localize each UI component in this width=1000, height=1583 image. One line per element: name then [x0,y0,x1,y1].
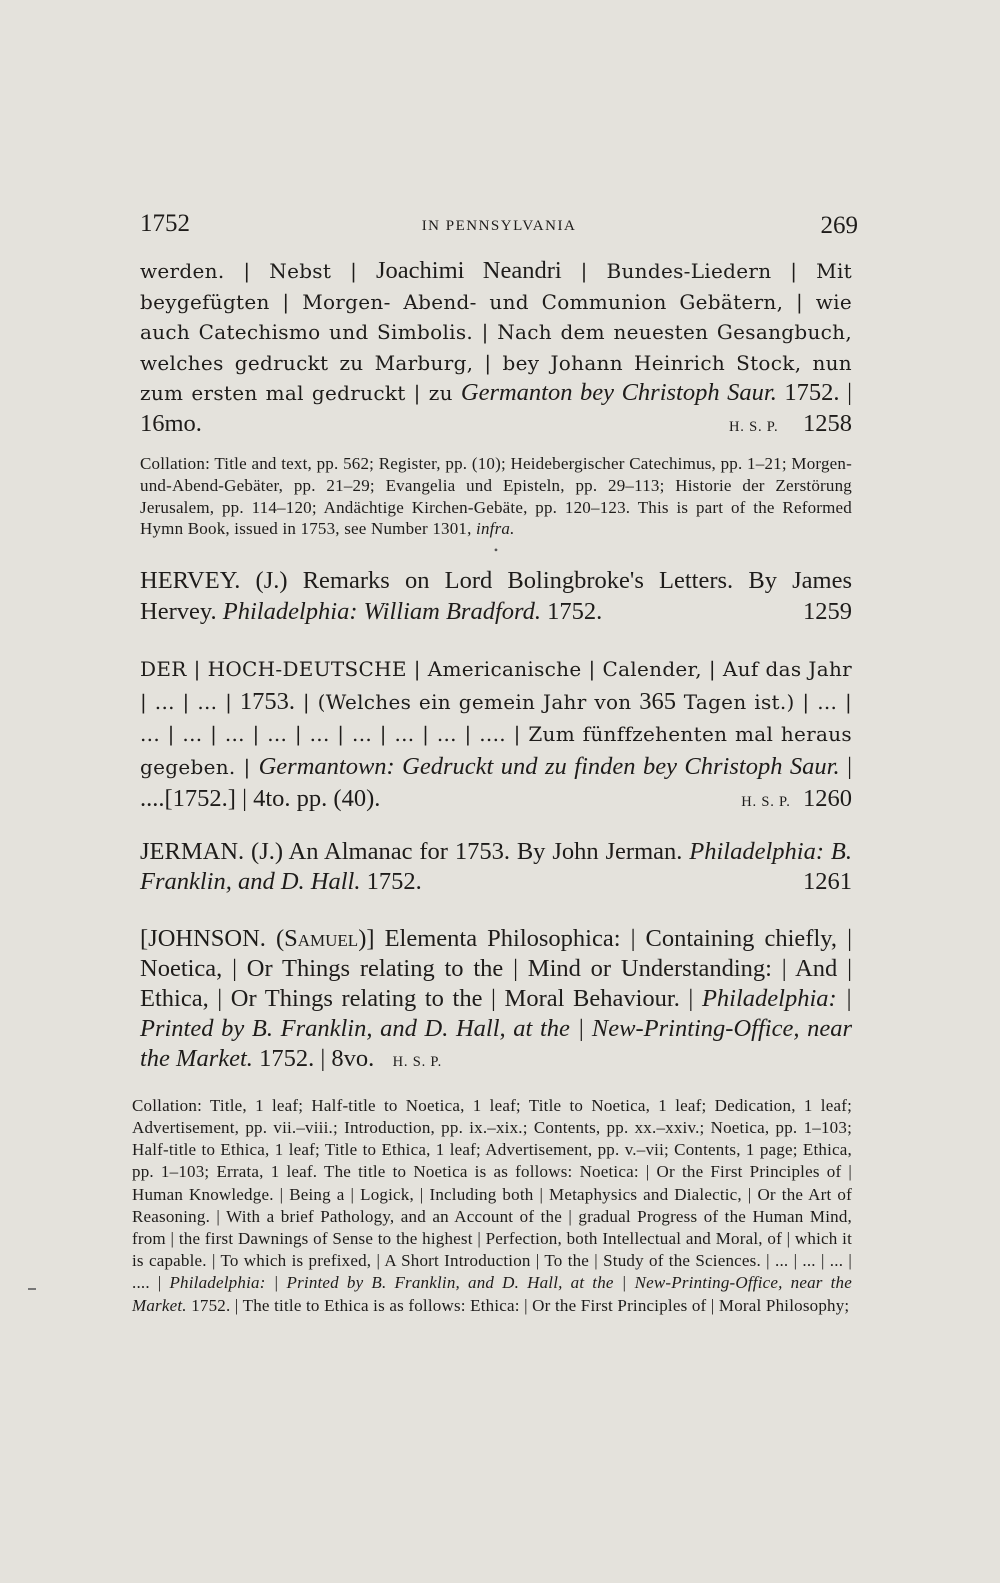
entry-1262-author-close: )] [358,924,375,952]
entry-1262-date-format: 1752. | 8vo. [252,1044,375,1072]
entry-1260-blackletter-2: | (Welches ein gemein Jahr von [295,689,640,714]
entry-1261 [140,837,852,898]
entry-1260-date-format: | ....[1752.] | 4to. pp. (40). [140,752,852,813]
entry-1262-imprint: Philadelphia: | Printed by B. Franklin, and D. Hall, at the | New-Printing-Office, near the Market. [140,984,852,1072]
collation-1262 [132,1095,852,1317]
page-number: 269 [820,212,858,239]
entry-1260-year: 1753. [239,687,296,715]
entry-1258-blackletter-1: werden. | Nebst | [140,259,376,283]
entry-1262-author-open: [JOHNSON. ( [140,924,285,952]
entry-1262-author-first: Samuel [284,924,359,952]
header-year: 1752 [140,210,190,237]
entry-1261-date: 1752. [360,868,422,896]
page-header [140,210,858,250]
entry-1260-location: H. S. P. [741,794,791,811]
entry-1258 [140,256,852,439]
entry-1260-imprint: Germantown: Gedruckt und zu finden bey Christoph Saur. [258,752,840,780]
entry-1260-number: 1260 [803,785,852,813]
entry-1262-location: H. S. P. [392,1053,443,1070]
entry-1259 [140,566,852,627]
entry-1261-number: 1261 [803,868,852,896]
entry-1262 [140,924,852,1077]
entry-1258-date-format: 1752. | 16mo. [140,379,853,437]
page-body [132,256,853,1317]
entry-1258-blackletter-2: | Bundes-Liedern | Mit beygefügten | Morgen- Abend- und Communion Gebätern, | wie auch Catechismo und Simbolis. | Nach dem neuesten Gesangbuch, welches gedruckt zu Marburg, | bey Johann Heinrich Stock, nun zum ersten mal gedruckt | zu [140,259,852,405]
entry-1259-title: Remarks on Lord Bolingbroke's Letters. By James Hervey. [140,567,852,625]
collation-1262-text-1: Collation: Title, 1 leaf; Half-title to Noetica, 1 leaf; Title to Noetica, 1 leaf; Dedication, 1 leaf; Advertisement, pp. vii.–viii.; Introduction, pp. ix.–xix.; Contents, pp. xx.–xxiv.; Noetica, pp. 1–103; Half-title to Ethica, 1 leaf; Title to Ethica, 1 leaf; Advertisement, pp. v.–vii; Contents, 1 page; Ethica, pp. 1–103; Errata, 1 leaf. The title to Noetica is as follows: Noetica: | Or the First Principles of | Human Knowledge. | Being a | Logick, | Including both | Metaphysics and Dialectic, | Or the Art of Reasoning. | With a brief Pathology, and an Account of the | gradual Progress of the Human Mind, from | the first Dawnings of Sense to the highest | Perfection, both Intellectual and Moral, of | which it is capable. | To which is prefixed, | A Short Introduction | To the | Study of the Sciences. | ... | ... | ... | .... | [132,1095,852,1293]
entry-1258-roman: Joachimi Neandri [376,257,562,284]
entry-1260-days: 365 [639,687,676,715]
entry-1259-number: 1259 [803,597,852,625]
collation-1258-ref: infra. [476,519,515,539]
entry-1259-date: 1752. [541,597,603,625]
entry-1259-imprint: Philadelphia: William Bradford. [222,597,542,625]
entry-1258-location: H. S. P. [728,418,779,435]
entry-1261-title: An Almanac for 1753. By John Jerman. [283,837,690,865]
entry-1258-number: 1258 [803,409,852,437]
entry-1258-imprint: Germanton bey Christoph Saur. [460,379,777,406]
entry-1261-imprint: Philadelphia: B. Franklin, and D. Hall. [140,837,852,896]
entry-1262-title: Elementa Philosophica: | Containing chiefly, | Noetica, | Or Things relating to the | Mind or Understanding: | And | Ethica, | Or Things relating to the | Moral Behaviour. | [140,924,852,1012]
margin-mark [28,1288,36,1290]
entry-1260-blackletter-3: Tagen ist.) | ... | ... | ... | ... | ... | ... | ... | ... | ... | .... | Zum fünffzehenten mal heraus gegeben. | [140,689,852,779]
collation-1258 [140,453,852,540]
collation-1258-text: Collation: Title and text, pp. 562; Register, pp. (10); Heidebergischer Catechimus, pp. 1–21; Morgen-und-Abend-Gebäter, pp. 21–29; Evangelia und Episteln, pp. 29–113; Historie der Zerstörung Jerusalem, pp. 114–120; Andächtige Kirchen-Gebäte, pp. 120–123. This is part of the Reformed Hymn Book, issued in 1753, see Number 1301, [140,454,852,539]
collation-1262-imprint: Philadelphia: | Printed by B. Franklin, and D. Hall, at the | New-Printing-Office, near the Market. [132,1273,852,1315]
ornament: • [493,543,499,558]
running-title: IN PENNSYLVANIA [421,218,577,234]
entry-1259-author: HERVEY. (J.) [140,567,288,595]
entry-1261-author: JERMAN. (J.) [140,837,284,865]
entry-1260 [140,653,852,815]
collation-1262-text-2: 1752. | The title to Ethica is as follows: Ethica: | Or the First Principles of | Moral Philosophy; [186,1295,850,1315]
entry-1260-blackletter-1: DER | HOCH-DEUTSCHE | Americanische | Calender, | Auf das Jahr | ... | ... | [140,657,852,714]
